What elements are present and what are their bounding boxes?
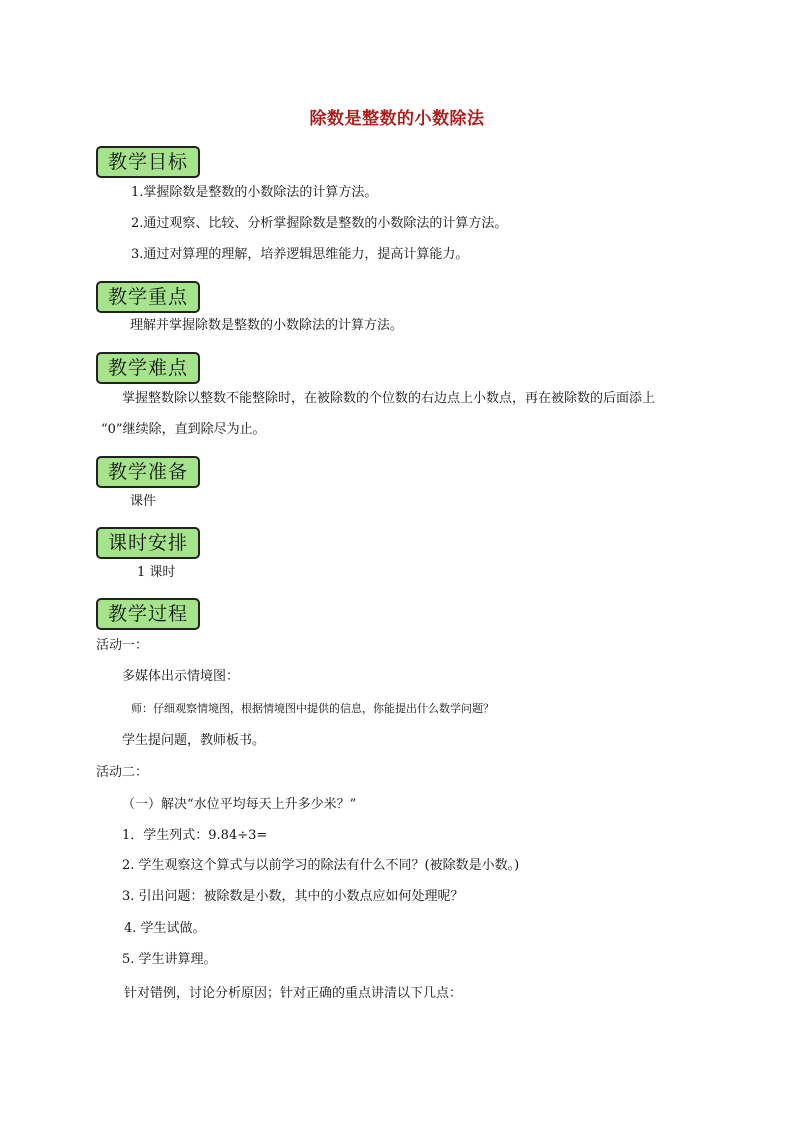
activity-1-line-1: 多媒体出示情境图： — [122, 669, 240, 684]
key-points-text: 理解并掌握除数是整数的小数除法的计算方法。 — [130, 318, 404, 333]
schedule-text: 1 课时 — [137, 565, 176, 580]
activity-2-line-7: 针对错例，讨论分析原因；针对正确的重点讲清以下几点： — [124, 986, 463, 1001]
section-badge-objectives: 教学目标 — [96, 146, 200, 178]
activity-2-line-2: 1．学生列式：9.84÷3= — [122, 828, 268, 843]
section-badge-schedule: 课时安排 — [96, 527, 200, 559]
activity-2-line-6: 5. 学生讲算理。 — [122, 952, 217, 967]
document-title: 除数是整数的小数除法 — [309, 109, 485, 129]
difficulties-line-2: “0”继续除，直到除尽为止。 — [101, 422, 266, 437]
section-badge-key-points: 教学重点 — [96, 281, 200, 313]
activity-1-label: 活动一： — [96, 638, 149, 653]
activity-2-line-3: 2. 学生观察这个算式与以前学习的除法有什么不同？(被除数是小数。) — [122, 858, 520, 873]
activity-1-line-3: 学生提问题，教师板书。 — [122, 733, 266, 748]
section-badge-process: 教学过程 — [96, 598, 200, 630]
activity-1-line-2: 师：仔细观察情境图，根据情境图中提供的信息，你能提出什么数学问题？ — [131, 702, 494, 715]
activity-2-line-1: （一）解决“水位平均每天上升多少米？” — [122, 797, 357, 812]
section-badge-preparation: 教学准备 — [96, 456, 200, 488]
activity-2-label: 活动二： — [96, 765, 149, 780]
activity-2-line-5: 4. 学生试做。 — [124, 921, 206, 936]
objective-item-2: 2.通过观察、比较、分析掌握除数是整数的小数除法的计算方法。 — [131, 216, 508, 231]
objective-item-1: 1.掌握除数是整数的小数除法的计算方法。 — [131, 185, 378, 200]
activity-2-line-4: 3. 引出问题：被除数是小数，其中的小数点应如何处理呢？ — [122, 889, 464, 904]
preparation-text: 课件 — [130, 494, 157, 509]
section-badge-difficulties: 教学难点 — [96, 352, 200, 384]
difficulties-line-1: 掌握整数除以整数不能整除时，在被除数的个位数的右边点上小数点，再在被除数的后面添上 — [122, 391, 656, 406]
objective-item-3: 3.通过对算理的理解，培养逻辑思维能力，提高计算能力。 — [131, 247, 469, 262]
